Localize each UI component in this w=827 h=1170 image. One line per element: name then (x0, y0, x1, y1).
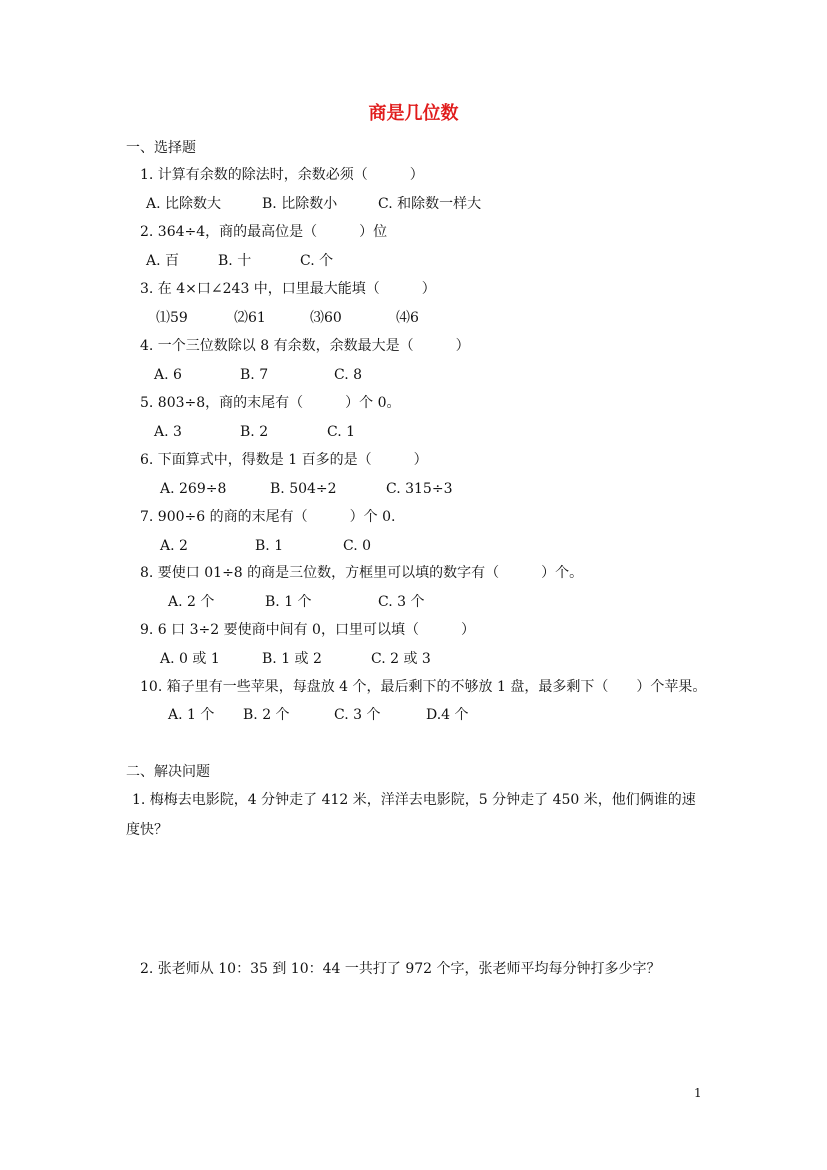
question-1-option-c: C. 和除数一样大 (378, 196, 482, 212)
question-2-option-a: A. 百 (146, 253, 180, 269)
question-6-option-a: A. 269÷8 (160, 481, 227, 497)
question-1-option-a: A. 比除数大 (146, 196, 222, 212)
section-heading-problems: 二、解决问题 (126, 764, 210, 780)
question-2-option-c: C. 个 (300, 253, 334, 269)
question-10-option-a: A. 1 个 (168, 707, 215, 723)
question-4-option-b: B. 7 (240, 367, 269, 383)
question-5-stem: 5. 803÷8，商的末尾有（ ）个 0。 (140, 395, 401, 411)
question-10-option-b: B. 2 个 (243, 707, 290, 723)
page-title: 商是几位数 (368, 103, 459, 124)
question-7-stem: 7. 900÷6 的商的末尾有（ ）个 0. (140, 509, 396, 525)
question-4-option-c: C. 8 (334, 367, 363, 383)
question-9-option-b: B. 1 或 2 (262, 651, 322, 667)
question-7-option-b: B. 1 (255, 538, 284, 554)
question-10-option-c: C. 3 个 (334, 707, 381, 723)
question-8-option-c: C. 3 个 (378, 594, 425, 610)
question-6-option-c: C. 315÷3 (386, 481, 453, 497)
question-8-option-b: B. 1 个 (265, 594, 312, 610)
question-1-option-b: B. 比除数小 (262, 196, 338, 212)
question-3-option-2: ⑵61 (234, 310, 266, 326)
question-5-option-c: C. 1 (327, 424, 356, 440)
question-4-option-a: A. 6 (154, 367, 182, 383)
question-9-stem: 9. 6 口 3÷2 要使商中间有 0，口里可以填（ ） (140, 622, 475, 638)
question-6-option-b: B. 504÷2 (270, 481, 337, 497)
problem-2-text: 2. 张老师从 10：35 到 10：44 一共打了 972 个字，张老师平均每分钟打多少字？ (140, 961, 661, 977)
question-9-option-a: A. 0 或 1 (160, 651, 220, 667)
question-1-stem: 1. 计算有余数的除法时，余数必须（ ） (140, 167, 424, 183)
question-4-stem: 4. 一个三位数除以 8 有余数，余数最大是（ ） (140, 338, 470, 354)
question-8-stem: 8. 要使口 01÷8 的商是三位数，方框里可以填的数字有（ ）个。 (140, 565, 584, 581)
question-3-option-1: ⑴59 (156, 310, 188, 326)
page-number: 1 (694, 1086, 702, 1100)
question-5-option-a: A. 3 (154, 424, 182, 440)
section-heading-choice: 一、选择题 (126, 140, 196, 156)
question-3-option-3: ⑶60 (310, 310, 342, 326)
question-2-option-b: B. 十 (218, 253, 252, 269)
question-3-stem: 3. 在 4×口∠243 中，口里最大能填（ ） (140, 281, 436, 297)
question-7-option-a: A. 2 (160, 538, 188, 554)
question-7-option-c: C. 0 (343, 538, 372, 554)
question-10-option-d: D.4 个 (426, 707, 469, 723)
question-8-option-a: A. 2 个 (168, 594, 215, 610)
question-5-option-b: B. 2 (240, 424, 269, 440)
problem-1-text: 1. 梅梅去电影院，4 分钟走了 412 米，洋洋去电影院，5 分钟走了 450 米，他们俩谁的速度快？ (126, 792, 696, 838)
question-9-option-c: C. 2 或 3 (371, 651, 431, 667)
question-3-option-4: ⑷6 (396, 310, 419, 326)
question-6-stem: 6. 下面算式中，得数是 1 百多的是（ ） (140, 452, 428, 468)
question-10-stem: 10. 箱子里有一些苹果，每盘放 4 个，最后剩下的不够放 1 盘，最多剩下（ ）个苹果。 (140, 679, 707, 695)
question-2-stem: 2. 364÷4，商的最高位是（ ）位 (140, 224, 388, 240)
